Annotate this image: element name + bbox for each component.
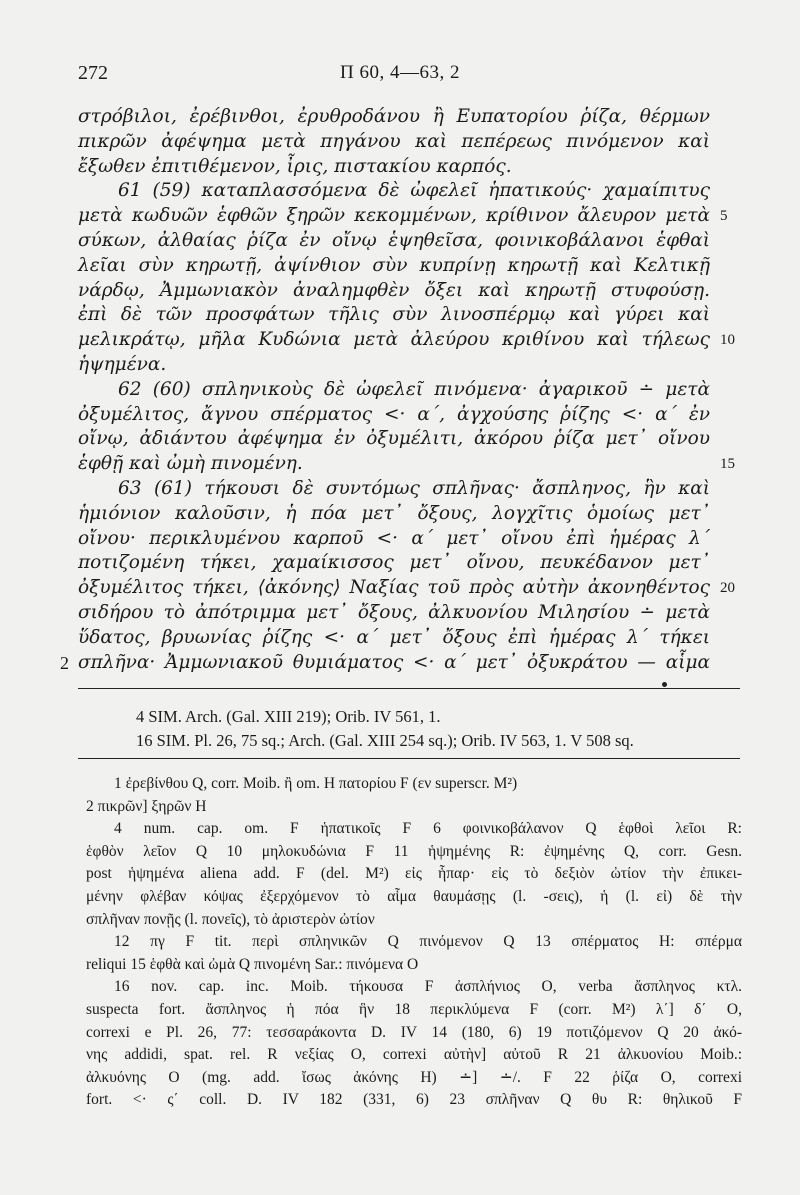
main-text-line: σπλῆνα· Ἀμμωνιακοῦ θυμιάματος <· α΄ μετ᾽ ὀξυκράτου — αἷμα <box>78 651 710 673</box>
main-text-line: ἡψημένα. <box>78 354 167 375</box>
main-text-line: ποτιζομένη τήκει, χαμαίκισσος μετ᾽ οἴνου, πευκέδανον μετ᾽ <box>78 552 710 574</box>
line-number: 5 <box>720 208 728 225</box>
divider-dot <box>662 682 667 687</box>
apparatus-line: 1 ἐρεβίνθου Q, corr. Moib. ἢ om. H πατορίου F (εν superscr. M²) <box>114 775 518 792</box>
apparatus-line: suspecta fort. ἄσπληνος ἡ πόα ἣν 18 περικλύμενα F (corr. M²) λ΄] δ΄ O, <box>86 1001 742 1018</box>
main-text-line: οἴνῳ, ἀδιάντου ἀφέψημα ἐν ὀξυμέλιτι, ἀκόρου ῥίζα μετ᾽ οἴνου <box>78 428 710 450</box>
line-number: 20 <box>720 580 735 597</box>
apparatus-line: ἀλκυόνης O (mg. add. ἴσως ἀκόνης H) ∸] ∸/. F 22 ῥίζα O, correxi <box>86 1068 742 1086</box>
main-text-divider <box>78 688 740 689</box>
apparatus-line: νης addidi, spat. rel. R νεξίας O, correxi αὐτὴν] αὐτοῦ R 21 ἀλκυονίου Moib.: <box>86 1046 742 1064</box>
main-text-line: σύκων, ἀλθαίας ῥίζα ἐν οἴνῳ ἑψηθεῖσα, φοινικοβάλανοι ἑφθαὶ <box>78 230 710 251</box>
apparatus-line: post ἡψημένα aliena add. F (del. M²) εἰς ἧπαρ· εἰς τὸ δεξιὸν ὠτίον τὴν ἐπικει- <box>86 865 742 883</box>
main-text-line: οἴνου· περικλυμένου καρποῦ <· α΄ μετ᾽ οἴνου ἐπὶ ἡμέρας λ΄ <box>78 527 710 549</box>
testimonia-line: 4 SIM. Arch. (Gal. XIII 219); Orib. IV 561, 1. <box>136 707 441 726</box>
line-number: 15 <box>720 456 735 473</box>
main-text-line: ἐπὶ δὲ τῶν προσφάτων τῆλις σὺν λινοσπέρμῳ καὶ γύρει καὶ <box>78 304 710 326</box>
apparatus-line: 16 nov. cap. inc. Moib. τήκουσα F ἀσπλήνιος O, verba ἄσπληνος κτλ. <box>114 978 742 996</box>
apparatus-line: fort. <· ς΄ coll. D. IV 182 (331, 6) 23 σπλῆναν Q θυ R: θηλικοῦ F <box>86 1091 742 1109</box>
page-number: 272 <box>78 62 108 84</box>
running-title: Π 60, 4—63, 2 <box>340 62 460 83</box>
main-text-line: στρόβιλοι, ἐρέβινθοι, ἐρυθροδάνου ἢ Ευπατορίου ῥίζα, θέρμων <box>78 106 710 127</box>
apparatus-line: 4 num. cap. om. F ἡπατικοῖς F 6 φοινικοβάλανον Q ἑφθοὶ λεῖοι R: <box>114 820 742 838</box>
apparatus-line: correxi e Pl. 26, 77: τεσσαράκοντα D. IV 14 (180, 6) 19 ποτιζόμενον Q 20 ἀκό- <box>86 1023 742 1041</box>
testimonia-line: 16 SIM. Pl. 26, 75 sq.; Arch. (Gal. XIII 254 sq.); Orib. IV 563, 1. V 508 sq. <box>136 731 634 750</box>
main-text-line: ὕδατος, βρυωνίας ῥίζης <· α΄ μετ᾽ ὄξους ἐπὶ ἡμέρας λ΄ τήκει <box>78 626 710 648</box>
page-header <box>78 62 722 92</box>
apparatus-divider <box>78 758 740 759</box>
main-text-line: ὀξυμέλιτος τήκει, ⟨ἀκόνης⟩ Ναξίας τοῦ πρὸς αὐτὴν ἀκονηθέντος <box>78 577 710 599</box>
apparatus-line: μένην φλέβαν κόψας ἐξερχόμενον τὸ αἷμα θαυμάσῃς (l. -σεις), ἡ (l. εἰ) δὲ τὴν <box>86 888 742 905</box>
main-text-line: 63 (61) τήκουσι δὲ συντόμως σπλῆνας· ἄσπληνος, ἣν καὶ <box>118 478 710 499</box>
line-number: 10 <box>720 332 735 349</box>
apparatus-line: 12 πγ F tit. περὶ σπληνικῶν Q πινόμενον Q 13 σπέρματος H: σπέρμα <box>114 933 742 951</box>
margin-number: 2 <box>60 652 69 673</box>
main-text-line: 62 (60) σπληνικοὺς δὲ ὠφελεῖ πινόμενα· ἀγαρικοῦ ∸ μετὰ <box>118 378 710 400</box>
main-text-line: ἡμιόνιον καλοῦσιν, ἡ πόα μετ᾽ ὄξους, λογχῖτις ὁμοίως μετ᾽ <box>78 502 710 524</box>
main-text-line: μετὰ κωδυῶν ἑφθῶν ξηρῶν κεκομμένων, κρίθινον ἄλευρον μετὰ <box>78 205 710 227</box>
apparatus-line: reliqui 15 ἑφθὰ καὶ ὠμὰ Q πινομένη Sar.: πινόμενα O <box>86 955 419 973</box>
testimonia-section <box>136 705 634 753</box>
main-text-line: νάρδῳ, Ἀμμωνιακὸν ἀναλημφθὲν ὄξει καὶ κηρωτῇ στυφούσῃ. <box>78 279 710 301</box>
main-text-line: μελικράτῳ, μῆλα Κυδώνια μετὰ ἀλεύρου κριθίνου καὶ τήλεως <box>78 329 710 351</box>
main-text-line: πικρῶν ἀφέψημα μετὰ πηγάνου καὶ πεπέρεως πινόμενον καὶ <box>78 130 710 152</box>
main-text-line: 61 (59) καταπλασσόμενα δὲ ὠφελεῖ ἡπατικούς· χαμαίπιτυς <box>118 180 710 202</box>
main-text-line: ὀξυμέλιτος, ἄγνου σπέρματος <· α΄, ἀγχούσης ῥίζης <· α΄ ἐν <box>78 403 710 425</box>
apparatus-line: σπλῆναν πονῇς (l. πονεῖς), τὸ ἀριστερὸν ὠτίον <box>86 910 375 928</box>
apparatus-line: ἑφθὸν λεῖον Q 10 μηλοκυδώνια F 11 ἡψημένης R: ἐψημένης Q, corr. Gesn. <box>86 842 742 860</box>
apparatus-line: 2 πικρῶν] ξηρῶν H <box>86 797 207 815</box>
main-text-line: λεῖαι σὺν κηρωτῇ, ἀψίνθιον σὺν κυπρίνῃ κηρωτῇ καὶ Κελτικῇ <box>78 254 710 276</box>
main-text-line: σιδήρου τὸ ἀπότριμμα μετ᾽ ὄξους, ἀλκυονίου Μιλησίου ∸ μετὰ <box>78 602 710 623</box>
main-text-line: ἔξωθεν ἐπιτιθέμενον, ἶρις, πιστακίου καρπός. <box>78 155 512 177</box>
main-text-line: ἑφθῇ καὶ ὠμὴ πινομένη. <box>78 453 303 475</box>
